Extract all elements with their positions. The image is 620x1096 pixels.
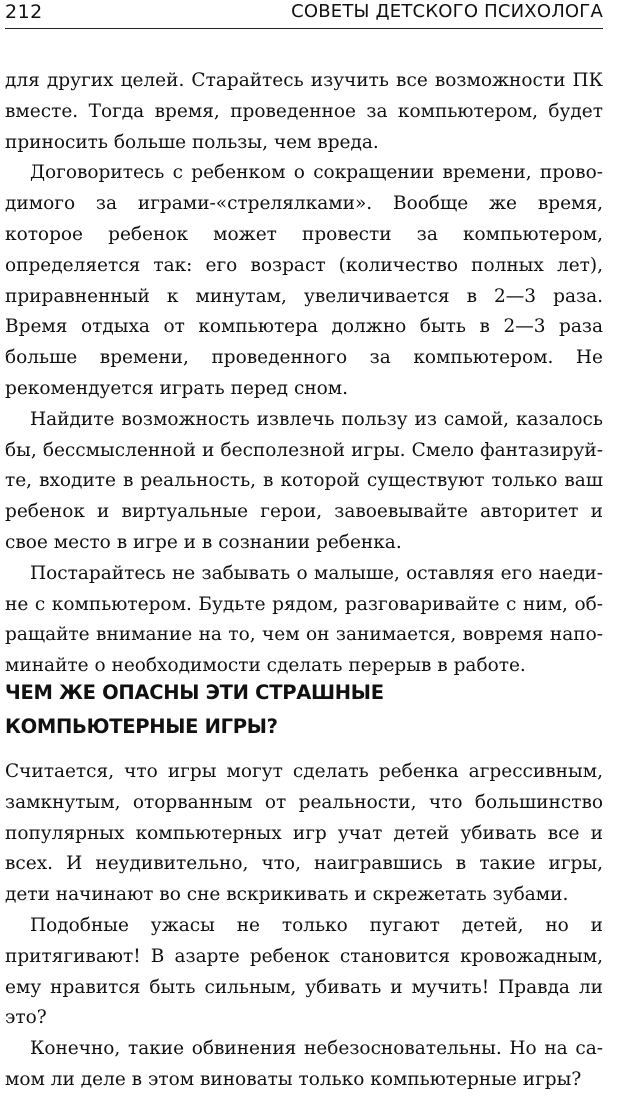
section-heading bbox=[5, 676, 603, 744]
section-heading-line-1: ЧЕМ ЖЕ ОПАСНЫ ЭТИ СТРАШНЫЕ bbox=[5, 681, 384, 704]
paragraph: Подобные ужасы не только пугают детей, но и притягивают! В азарте ребенок становится кровожадным, ему нравится быть сильным, убивать и мучить! Правда ли это? bbox=[5, 914, 603, 1029]
page-number: 212 bbox=[5, 1, 43, 23]
paragraph: Считается, что игры могут сделать ребенка агрессивным, замкнутым, оторванным от реальности, что большинство популярных компьютерных игр учат детей убивать все и всех. И неудивительно, что, наигравшись в такие игры, дети начинают во сне вскрикивать и скрежетать зубами. bbox=[5, 761, 603, 906]
paragraph: Найдите возможность извлечь пользу из самой, казалось бы, бессмысленной и бесполезной игры. Смело фантазируйте, входите в реальность, в которой существуют только ваш ребенок и виртуальные герои, завоевывайте авторитет и свое место в игре и в сознании ребенка. bbox=[5, 408, 603, 553]
running-header-title: СОВЕТЫ ДЕТСКОГО ПСИХОЛОГА bbox=[291, 1, 603, 22]
body-section-1 bbox=[5, 66, 603, 682]
paragraph: Постарайтесь не забывать о малыше, оставляя его наедине с компьютером. Будьте рядом, разговаривайте с ним, обращайте внимание на то, чем он занимается, вовремя напоминайте о необходимости сделать перерыв в работе. bbox=[5, 562, 603, 677]
body-section-2 bbox=[5, 757, 603, 1096]
section-heading-line-2: КОМПЬЮТЕРНЫЕ ИГРЫ? bbox=[5, 715, 278, 738]
paragraph: Договоритесь с ребенком о сокращении времени, проводимого за играми-«стрелялками». Вообще же время, которое ребенок может провести за компьютером, определяется так: его возраст (количество полных лет), приравненный к минутам, увеличивается в 2—3 раза. Время отдыха от компьютера должно быть в 2—3 раза больше времени, проведенного за компьютером. Не рекомендуется играть перед сном. bbox=[5, 162, 603, 399]
paragraph: Конечно, такие обвинения небезосновательны. Но на самом ли деле в этом виноваты только компьютерные игры? bbox=[5, 1038, 603, 1090]
paragraph-continued: для других целей. Старайтесь изучить все возможности ПК вместе. Тогда время, проведенное за компьютером, будет приносить больше пользы, чем вреда. bbox=[5, 70, 603, 153]
running-header bbox=[5, 0, 603, 29]
